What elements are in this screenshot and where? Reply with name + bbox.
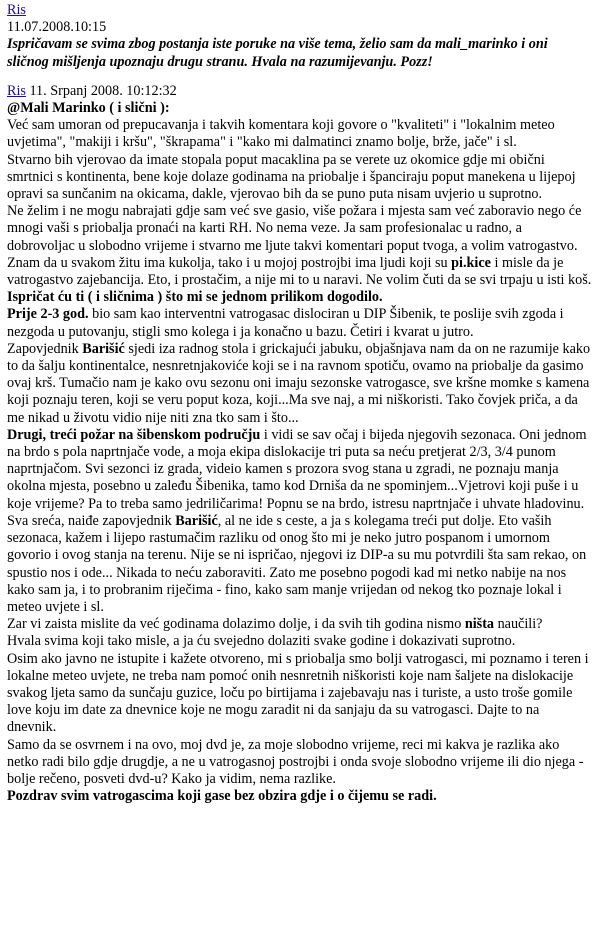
comment-1	[7, 2, 592, 71]
comment-mention: @Mali Marinko ( i slični ):	[7, 100, 170, 117]
comment-author-link[interactable]: Ris	[7, 82, 26, 99]
paragraph	[7, 203, 592, 289]
comment-timestamp: 11.07.2008.10:15	[7, 19, 107, 36]
paragraph: Hvala svima koji tako misle, a ja ću svejedno dolaziti svake godine i dokazivati suprotno.	[7, 633, 516, 650]
text: i vidi se sav očaj i bijeda njegovih sezonaca. Oni jednom na brdo s pola naprtnjače vode, a moja ekipa dislokacije tri puta sa neću pretjerat 2/3, 3/4 punom naprtnjačom. Svi sezonci iz grada, videio kamen s prozora svog stana u zgradi, ne poznaju manja okolna mjesta, posebno u zaleđu Šibenika, tamo kod Drniša da ne spominjem...Vjetrovi koji puše i u koje vrijeme? Pa to treba samo jedriličarima! Popnu se na brdo, istresu naprtnjače i uhvate hladovinu. Sva sreća, naiđe zapovjednik	[7, 426, 587, 529]
text: Zapovjednik	[7, 340, 83, 357]
bold-text: Prije 2-3 god.	[7, 306, 89, 323]
text: Ne želim i ne mogu nabrajati gdje sam već sve gasio, više požara i mjesta sam već zaboravio nego će mnogi vaši s priobalja pronaći na karti RH. No nema veze. Ja sam profesionalac u radno, a dobrovoljac u slobodno vrijeme i stvarno me ljute takvi komentari poput tvoga, a volim vatrogastvo. Znam da u svakom žitu ima kukolja, tako i u mojoj postrojbi ima ljudi koji su	[7, 203, 582, 271]
text: Zar vi zaista mislite da već godinama dolazimo dolje, i da svih tih godina nismo	[7, 616, 465, 633]
text: i misle da je vatrogastvo zajebancija. Eto, i prostačim, a nije mi to u naravi. Ne volim čuti da se svi trpaju u isti koš.	[7, 254, 592, 289]
text: naučili?	[494, 616, 543, 633]
paragraph-heading: Ispričat ću ti ( i sličnima ) što mi se jednom prilikom dogodilo.	[7, 289, 383, 306]
bold-text: ništa	[464, 616, 495, 633]
comment-author-link[interactable]: Ris	[7, 2, 26, 18]
text: bio sam kao interventni vatrogasac dislociran u DIP Šibenik, te poslije svih zgoda i nezgoda u putovanju, stigli smo kolega i ja konačno u bazu. Četiri i kvarat u jutro.	[7, 306, 564, 340]
bold-text: Barišić	[175, 512, 218, 529]
comment-message: Ispričavam se svima zbog postanja iste poruke na više tema, želio sam da mali_marinko i oni sličnog mišljenja upoznaju drugu stranu. Hvala na razumijevanju. Pozz!	[7, 36, 548, 70]
paragraph: Samo da se osvrnem i na ovo, moj dvd je, za moje slobodno vrijeme, reci mi kakva je razlika ako netko radi bilo gdje drugdje, a ne u vatrogasnoj postrojbi i onda svoje slobodno vrijeme ili dio njega - bolje rečeno, posveti dvd-u? Kako ja vidim, nema razlike.	[7, 736, 584, 787]
closing-line: Pozdrav svim vatrogascima koji gase bez obzira gdje i o čijemu se radi.	[7, 788, 437, 805]
bold-text: Barišić	[82, 340, 125, 357]
bold-text: pi.kice	[451, 254, 491, 271]
comment-timestamp: 11. Srpanj 2008. 10:12:32	[29, 82, 177, 99]
paragraph	[7, 341, 592, 427]
paragraph: Već sam umoran od prepucavanja i takvih komentara koji govore o "kvaliteti" i "lokalnim meteo uvjetima", "makiji i kršu", "škrapama" i "kako mi dalmatinci znamo bolje, brže, jače" i sl.	[7, 117, 555, 151]
bold-text: Drugi, treći požar na šibenskom području	[7, 426, 261, 443]
paragraph	[7, 427, 592, 616]
text: , al ne ide s ceste, a ja s kolegama treći put dolje. Eto vaših sezonaca, kažem i lijepo rastumačim razliku od onog što mi je neko jutro pospanom i umornom govorio i ovog stanja na terenu. Nije se ni ispričao, njegovi iz DIP-a su mu potvrdili šta sam rekao, on spustio nos i ode... Nikada to neću zaboraviti. Zato me posebno pogodi kad mi netko nabije na nos kako sam ja, i to probranim riječima - fino, kako sam manje vrijedan od nekog tko poznaje lokal i meteo uvjete i sl.	[7, 512, 587, 615]
paragraph	[7, 616, 592, 633]
text: sjedi iza radnog stola i grickajući jabuku, objašnjava nam da on ne razumije kako to da šalju kontinentalce, nesnretnjakoviće koji se i na ravnom spotiču, ovamo na priobalje da gasimo ovaj krš. Tumačio nam je kako ovu sezonu oni imaju sezonske vatrogasce, sve kršne momke s kamena koji poznaju teren, koji se veru poput koza, koji...Ma sve naj, a mi niškoristi. Tako čovjek priča, a da me nikad u životu vidio nije niti zna tko sam i što...	[7, 340, 591, 426]
comment-header	[7, 83, 592, 100]
paragraph: Osim ako javno ne istupite i kažete otvoreno, mi s priobalja smo bolji vatrogasci, mi poznamo i teren i lokalne meteo uvjete, ne treba nam pomoć onih nesnretnih niškoristi koje nam šaljete na dislokacije svakog ljeta samo da sunčaju guzice, loču po birtijama i zajebavaju nas i turiste, a usto troše gomile love koju im date za dnevnice koje ne mogu zaradit ni da sanjaju da su vatrogasci. Dajte to na dnevnik.	[7, 650, 589, 736]
comment-2	[7, 83, 592, 806]
paragraph: Stvarno bih vjerovao da imate stopala poput macaklina pa se verete uz okomice gdje mi obični smrtnici s kontinenta, bene koje dolaze godinama na priobalje i španciraju poput manekena u lijepoj opravi sa sunčanim na okicama, dakle, vjerovao bih da se puno puta nisam uvjerio u suprotno.	[7, 151, 576, 203]
paragraph	[7, 306, 592, 340]
